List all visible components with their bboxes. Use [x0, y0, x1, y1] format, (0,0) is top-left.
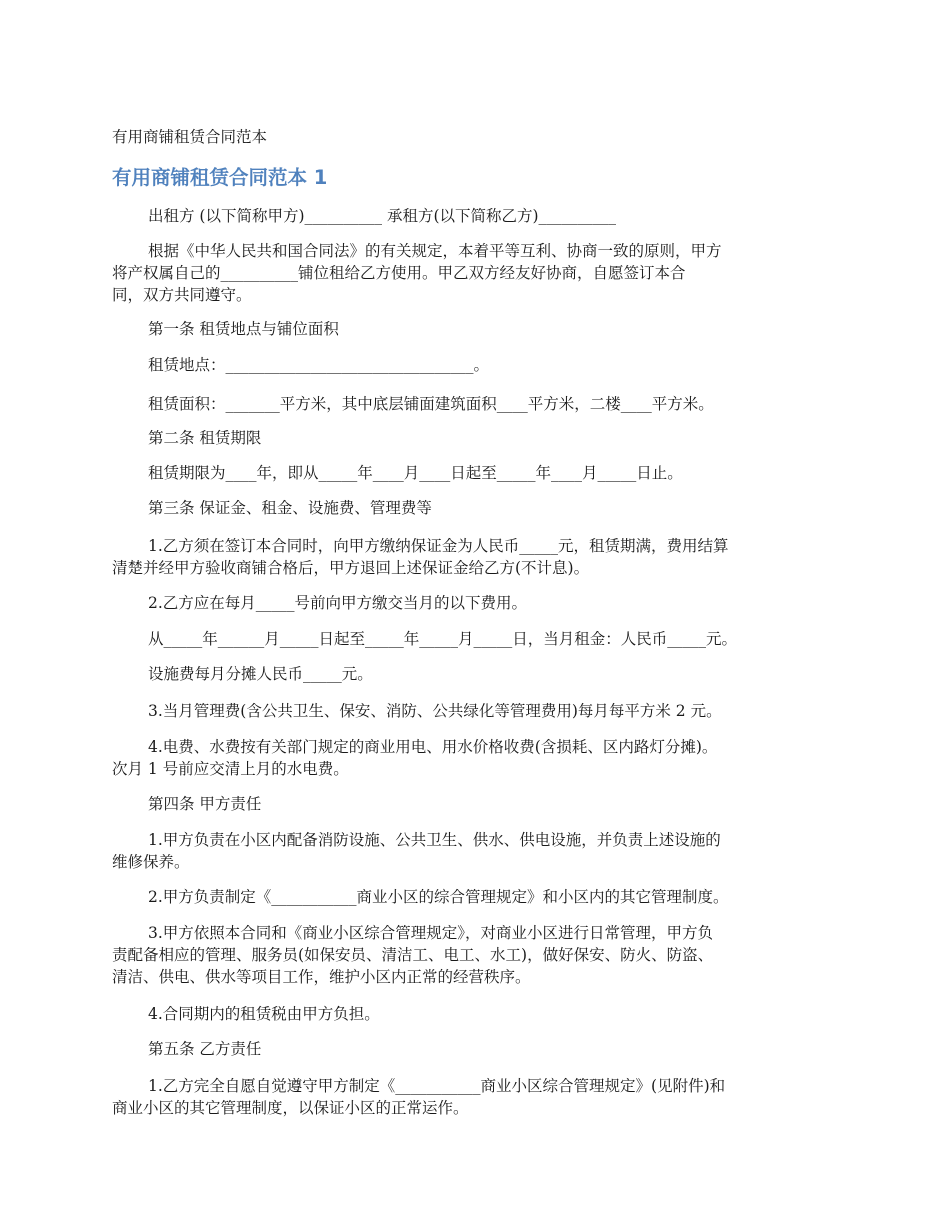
paragraph-p18: [112, 922, 840, 988]
section-heading: 有用商铺租赁合同范本 1: [112, 166, 328, 189]
paragraph-p13: [112, 700, 840, 722]
paragraph-line: 从_____年______月_____日起至_____年_____月_____日，当月租金：人民币_____元。: [148, 630, 738, 648]
paragraph-line: 3.当月管理费(含公共卫生、保安、消防、公共绿化等管理费用)每月每平方米 2 元。: [148, 702, 722, 720]
paragraph-line: 4.合同期内的租赁税由甲方负担。: [148, 1005, 380, 1023]
paragraph-line: 清楚并经甲方验收商铺合格后，甲方退回上述保证金给乙方(不计息)。: [112, 559, 590, 577]
paragraph-line: 将产权属自己的__________铺位租给乙方使用。甲乙双方经友好协商，自愿签订本合: [112, 264, 686, 282]
paragraph-p9: [112, 535, 840, 579]
paragraph-p19: [112, 1003, 840, 1025]
paragraph-p4: [112, 354, 840, 376]
paragraph-line: 2.甲方负责制定《___________商业小区的综合管理规定》和小区内的其它管理制度。: [148, 888, 729, 906]
paragraph-p14: [112, 736, 840, 780]
paragraph-p17: [112, 886, 840, 908]
paragraph-p11: [112, 628, 840, 650]
paragraph-line: 商业小区的其它管理制度，以保证小区的正常运作。: [112, 1099, 469, 1117]
paragraph-line: 租赁地点：________________________________。: [148, 356, 490, 374]
paragraph-line: 租赁期限为____年，即从_____年____月____日起至_____年____月_____日止。: [148, 464, 683, 482]
paragraph-p10: [112, 592, 840, 614]
paragraph-line: 次月 1 号前应交清上月的水电费。: [112, 760, 349, 778]
paragraph-line: 1.乙方须在签订本合同时，向甲方缴纳保证金为人民币_____元，租赁期满，费用结算: [148, 537, 729, 555]
paragraph-p15: [112, 793, 840, 815]
paragraph-line: 同，双方共同遵守。: [112, 286, 252, 304]
paragraph-line: 责配备相应的管理、服务员(如保安员、清洁工、电工、水工)，做好保安、防火、防盗、: [112, 946, 714, 964]
paragraph-line: 3.甲方依照本合同和《商业小区综合管理规定》，对商业小区进行日常管理，甲方负: [148, 924, 714, 942]
paragraph-p12: [112, 663, 840, 685]
paragraph-line: 1.甲方负责在小区内配备消防设施、公共卫生、供水、供电设施，并负责上述设施的: [148, 831, 721, 849]
paragraph-line: 第五条 乙方责任: [148, 1040, 262, 1058]
paragraph-p8: [112, 497, 840, 519]
paragraph-p21: [112, 1075, 840, 1119]
paragraph-line: 设施费每月分摊人民币_____元。: [148, 665, 373, 683]
paragraph-line: 第三条 保证金、租金、设施费、管理费等: [148, 499, 432, 517]
paragraph-p2: [112, 240, 840, 306]
paragraph-line: 第二条 租赁期限: [148, 429, 262, 447]
paragraph-p5: [112, 393, 840, 415]
paragraph-p16: [112, 829, 840, 873]
paragraph-line: 租赁面积：_______平方米，其中底层铺面建筑面积____平方米，二楼____平方米。: [148, 395, 714, 413]
paragraph-line: 第四条 甲方责任: [148, 795, 262, 813]
paragraph-line: 根据《中华人民共和国合同法》的有关规定，本着平等互利、协商一致的原则，甲方: [148, 242, 722, 260]
paragraph-line: 1.乙方完全自愿自觉遵守甲方制定《___________商业小区综合管理规定》(见附件)和: [148, 1077, 726, 1095]
paragraph-line: 清洁、供电、供水等项目工作，维护小区内正常的经营秩序。: [112, 968, 531, 986]
paragraph-p7: [112, 462, 840, 484]
paragraph-p3: [112, 318, 840, 340]
paragraph-line: 第一条 租赁地点与铺位面积: [148, 320, 339, 338]
paragraph-p20: [112, 1038, 840, 1060]
paragraph-line: 4.电费、水费按有关部门规定的商业用电、用水价格收费(含损耗、区内路灯分摊)。: [148, 738, 718, 756]
paragraph-p6: [112, 427, 840, 449]
paragraph-line: 2.乙方应在每月_____号前向甲方缴交当月的以下费用。: [148, 594, 528, 612]
document-title: 有用商铺租赁合同范本: [112, 128, 268, 146]
paragraph-line: 维修保养。: [112, 853, 190, 871]
paragraph-p1: [112, 205, 840, 227]
paragraph-line: 出租方 (以下简称甲方)__________ 承租方(以下简称乙方)__________: [148, 207, 617, 225]
